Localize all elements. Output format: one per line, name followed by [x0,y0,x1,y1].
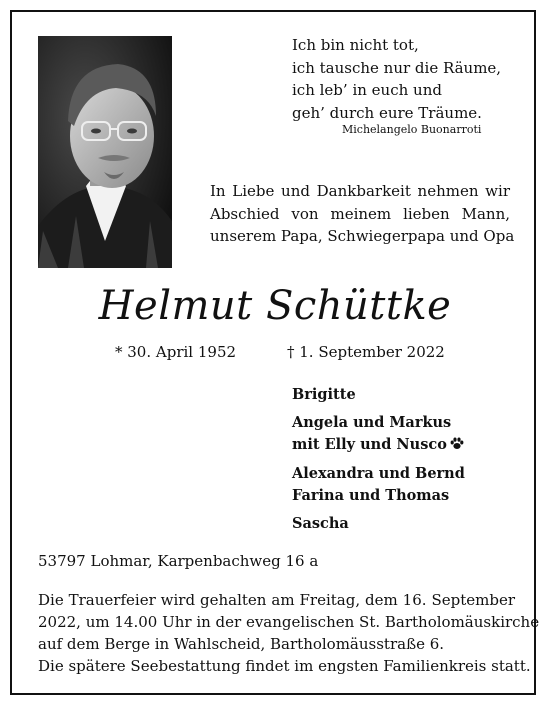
mourner-name: Alexandra und Bernd [292,465,465,482]
mourner-name: Brigitte [292,386,356,403]
portrait-image [38,36,172,268]
deceased-name: Helmut Schüttke [98,283,452,329]
poem-line: ich tausche nur die Räume, [292,58,502,77]
mourner-name: mit Elly und Nusco [292,436,447,453]
death-date: † 1. September 2022 [287,343,445,361]
mourner-group [292,513,465,535]
mourner-group [292,463,465,507]
service-line: Die spätere Seebestattung findet im engsten Familienkreis statt. [38,657,531,675]
service-line: Die Trauerfeier wird gehalten am Freitag, dem 16. September [38,591,515,609]
mourner-name: Sascha [292,515,349,532]
poem-line: geh’ durch eure Träume. [292,103,482,122]
birth-date: * 30. April 1952 [115,343,237,361]
service-line: 2022, um 14.00 Uhr in der evangelischen St. Bartholomäuskirche [38,613,540,631]
mourners-list [292,384,465,541]
mourner-name: Angela und Markus [292,414,452,431]
poem [292,34,501,124]
intro-text [210,180,515,248]
intro-line: In Liebe und Dankbarkeit nehmen wir [210,182,510,200]
mourner-group [292,384,465,406]
intro-line: unserem Papa, Schwiegerpapa und Opa [210,227,515,245]
service-info [38,589,540,677]
poem-line: ich leb’ in euch und [292,81,442,99]
portrait-photo [38,36,172,268]
poem-author: Michelangelo Buonarroti [342,123,482,136]
intro-line: Abschied von meinem lieben Mann, [210,204,510,223]
address: 53797 Lohmar, Karpenbachweg 16 a [38,552,319,570]
paw-icon [450,435,464,457]
mourner-group [292,412,465,457]
mourner-name: Farina und Thomas [292,487,450,504]
service-line: auf dem Berge in Wahlscheid, Bartholomäusstraße 6. [38,635,445,653]
poem-line: Ich bin nicht tot, [292,36,419,54]
